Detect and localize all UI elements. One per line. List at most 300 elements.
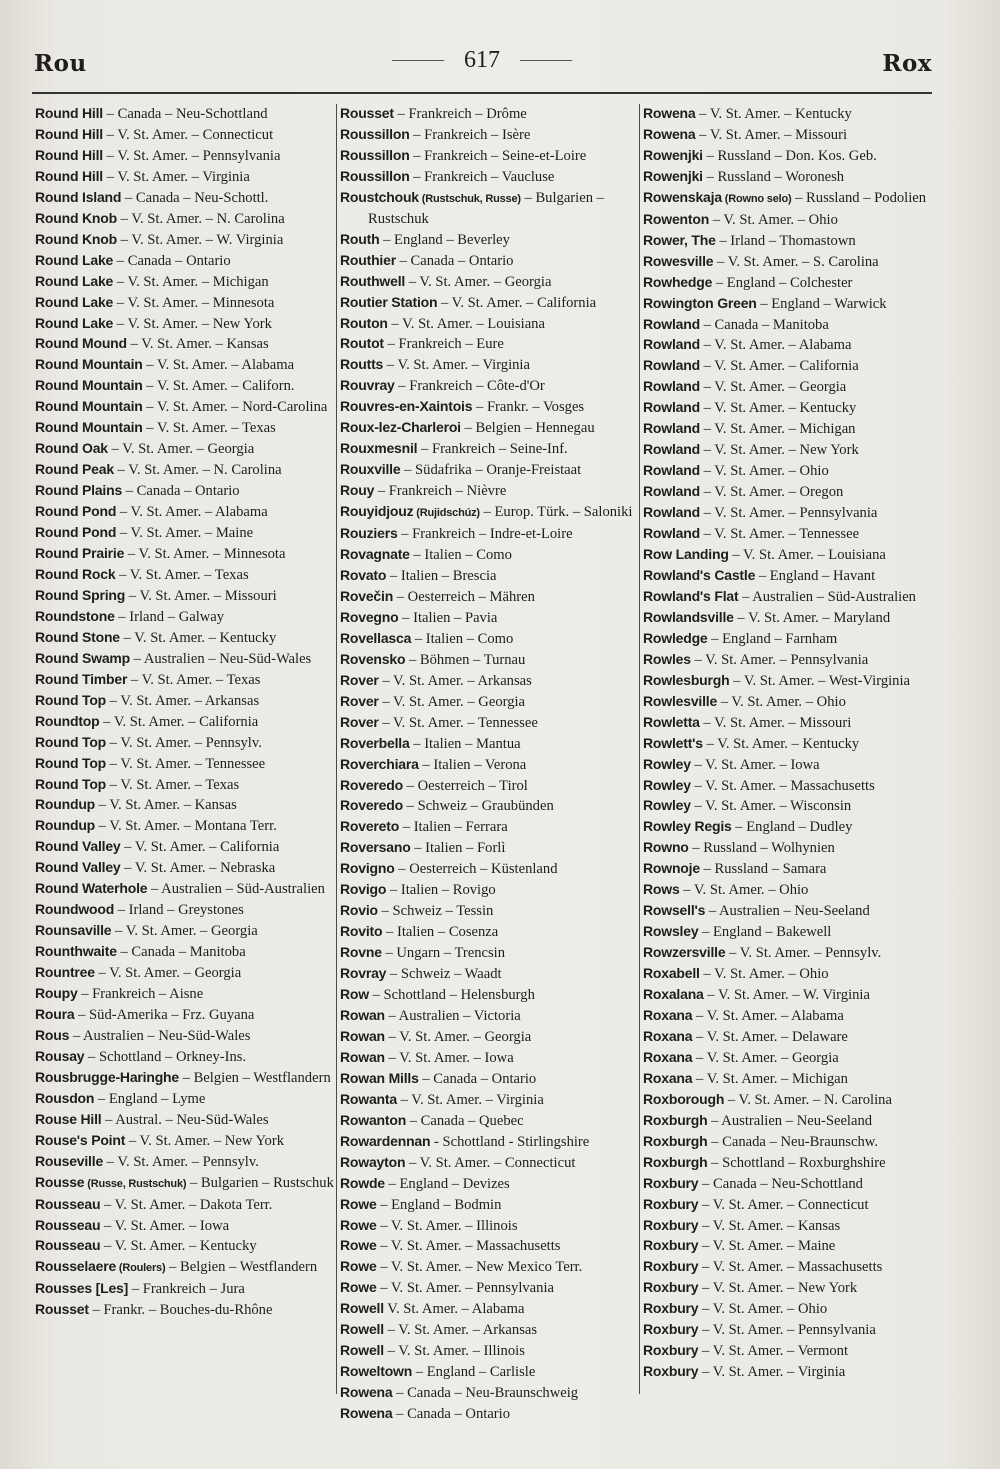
entry-location: – Frankreich – Aisne <box>77 986 204 1003</box>
entry-headword: Roxburgh <box>643 1132 708 1149</box>
entry-location: – Australien – Neu-Seeland <box>707 1112 873 1129</box>
gazetteer-entry <box>340 293 640 314</box>
entry-headword: Rowenjki <box>643 146 703 163</box>
entry-alt-name: (Rujidschúz) <box>413 507 480 520</box>
entry-headword: Rowland <box>643 357 700 374</box>
gazetteer-entry <box>643 1153 943 1174</box>
entry-headword: Round Rock <box>35 565 116 582</box>
entry-location: – England – Bakewell <box>698 924 832 941</box>
entry-headword: Round Plains <box>35 482 123 499</box>
entry-headword: Rountree <box>35 964 95 981</box>
gazetteer-entry <box>340 272 640 293</box>
entry-headword: Routts <box>340 356 384 373</box>
gazetteer-entry <box>340 587 640 608</box>
gazetteer-entry <box>643 629 943 650</box>
gazetteer-entry <box>643 398 943 419</box>
gazetteer-entry <box>35 565 335 586</box>
gazetteer-entry <box>643 440 943 461</box>
entry-headword: Rower, The <box>643 231 716 248</box>
gazetteer-entry <box>340 671 640 692</box>
entry-location: – V. St. Amer. – Iowa <box>100 1217 230 1234</box>
entry-headword: Rounthwaite <box>35 943 117 960</box>
entry-headword: Rowledge <box>643 629 708 646</box>
entry-headword: Round Hill <box>35 105 103 121</box>
gazetteer-entry <box>643 315 943 336</box>
entry-headword: Rowe <box>340 1237 377 1254</box>
entry-headword: Rowley <box>643 797 691 814</box>
entry-headword: Rovegno <box>340 608 399 625</box>
entry-location: – V. St. Amer. – Arkansas <box>106 692 260 709</box>
gazetteer-entry <box>643 859 943 880</box>
entry-headword: Rovio <box>340 902 378 919</box>
entry-headword: Roxbury <box>643 1174 699 1191</box>
entry-location: – V. St. Amer. – Virginia <box>698 1364 846 1381</box>
entry-headword: Rowley <box>643 755 691 772</box>
entry-headword: Rowesville <box>643 252 714 269</box>
gazetteer-entry <box>35 754 335 775</box>
entry-location: – Canada – Manitoba <box>699 316 829 333</box>
gazetteer-entry <box>35 230 335 251</box>
gazetteer-entry <box>35 397 335 418</box>
entry-headword: Round Spring <box>35 586 126 603</box>
entry-headword: Round Lake <box>35 272 114 289</box>
gazetteer-entry <box>35 1047 335 1068</box>
entry-headword: Round Swamp <box>35 649 131 666</box>
entry-location: – Russland – Woronesh <box>702 168 845 185</box>
entry-headword: Round Oak <box>35 440 108 457</box>
entry-location: – V. St. Amer. – Ohio <box>699 463 829 480</box>
gazetteer-entry <box>643 335 943 356</box>
entry-headword: Routhier <box>340 251 396 268</box>
entry-location: – Canada – Neu-Schottland <box>698 1175 863 1192</box>
entry-location: – Schweiz – Graubünden <box>402 798 554 815</box>
entry-headword: Round Island <box>35 188 122 205</box>
gazetteer-entry <box>643 1111 943 1132</box>
entry-location: – V. St. Amer. – Kansas <box>95 797 237 814</box>
gazetteer-entry <box>340 1069 640 1090</box>
gazetteer-entry <box>643 608 943 629</box>
entry-headword: Routh <box>340 230 380 247</box>
gazetteer-entry <box>643 273 943 294</box>
gazetteer-entry <box>643 650 943 671</box>
running-head-left: Rou <box>34 50 87 77</box>
gazetteer-entry <box>340 460 640 481</box>
gazetteer-entry <box>35 942 335 963</box>
gazetteer-entry <box>340 1404 640 1425</box>
entry-location: – V. St. Amer. – Massachusetts <box>698 1259 883 1276</box>
entry-location: – V. St. Amer. – Alabama <box>116 504 268 521</box>
gazetteer-entry <box>340 880 640 901</box>
gazetteer-entry <box>643 734 943 755</box>
entry-headword: Rousseau <box>35 1237 101 1254</box>
entry-headword: Rousbrugge-Haringhe <box>35 1068 179 1085</box>
entry-location: – V. St. Amer. – Maine <box>698 1238 836 1255</box>
gazetteer-entry <box>643 210 943 231</box>
gazetteer-entry <box>35 921 335 942</box>
page-number-group <box>32 46 932 74</box>
entry-headword: Rousse <box>35 1173 85 1190</box>
entry-location: – V. St. Amer. – Texas <box>127 671 261 688</box>
entry-location: – V. St. Amer. – Iowa <box>384 1049 514 1066</box>
entry-location: – Canada – Ontario <box>418 1070 537 1087</box>
gazetteer-entry <box>35 963 335 984</box>
entry-location: – Frankreich – Drôme <box>393 106 527 122</box>
entry-location: – V. St. Amer. – New Mexico Terr. <box>376 1259 583 1276</box>
entry-location: – V. St. Amer. – Illinois <box>376 1217 518 1234</box>
gazetteer-entry <box>35 816 335 837</box>
gazetteer-entry <box>35 251 335 272</box>
entry-location: – V. St. Amer. – Missouri <box>695 126 847 143</box>
gazetteer-entry <box>643 943 943 964</box>
entry-location: – V. St. Amer. – Missouri <box>125 587 277 604</box>
entry-headword: Rowe <box>340 1216 377 1233</box>
gazetteer-entry <box>35 481 335 502</box>
entry-location: – V. St. Amer. – Kentucky <box>100 1238 257 1255</box>
entry-location: – Belgien – Westflandern <box>178 1069 331 1086</box>
entry-headword: Round Mountain <box>35 377 143 394</box>
gazetteer-entry <box>643 671 943 692</box>
entry-headword: Row <box>340 986 369 1003</box>
entry-headword: Roxbury <box>643 1279 699 1296</box>
gazetteer-entry <box>35 439 335 460</box>
entry-location: – V. St. Amer. – Kentucky <box>119 629 277 646</box>
entry-location: V. St. Amer. – Alabama <box>383 1301 525 1318</box>
gazetteer-entry <box>35 670 335 691</box>
entry-headword: Roundup <box>35 796 96 813</box>
entry-location: – Italien – Verona <box>418 756 527 773</box>
entry-headword: Rousay <box>35 1047 85 1064</box>
gazetteer-entry <box>643 1362 943 1383</box>
entry-location: – Bulgarien – Rustschuk <box>186 1174 334 1191</box>
entry-location: – Australien – Victoria <box>384 1007 521 1024</box>
entry-location: – V. St. Amer. – California <box>99 713 259 730</box>
entry-headword: Roxana <box>643 1048 693 1065</box>
entry-location: – V. St. Amer. – Georgia <box>699 379 847 396</box>
entry-headword: Roxalana <box>643 986 704 1003</box>
gazetteer-entry <box>340 125 640 146</box>
entry-location: – V. St. Amer. – Michigan <box>699 421 856 438</box>
entry-headword: Rousselaere <box>35 1258 117 1275</box>
entry-alt-name: (Roulers) <box>116 1262 166 1275</box>
gazetteer-entry <box>340 230 640 251</box>
entry-location: – V. St. Amer. – Nebraska <box>120 860 276 877</box>
entry-headword: Round Pond <box>35 503 117 520</box>
entry-location: – Frankreich – Jura <box>128 1281 245 1298</box>
gazetteer-entry <box>35 1216 335 1237</box>
entry-location: – Frankreich – Isère <box>409 126 531 143</box>
gazetteer-entry <box>35 544 335 565</box>
gazetteer-entry <box>340 334 640 355</box>
entry-location: – V. St. Amer. – Virginia <box>103 168 250 185</box>
entry-location: – Canada – Neu-Braunschweig <box>392 1385 579 1402</box>
entry-headword: Round Pond <box>35 524 117 541</box>
gazetteer-entry <box>643 713 943 734</box>
entry-location: – Australien – Neu-Süd-Wales <box>130 650 312 667</box>
entry-headword: Rowland <box>643 525 700 542</box>
entry-location: – Australien – Süd-Australien <box>738 588 916 605</box>
gazetteer-entry <box>340 314 640 335</box>
entry-location: – V. St. Amer. – Kansas <box>698 1217 841 1234</box>
gazetteer-entry <box>35 167 335 188</box>
gazetteer-entry <box>340 692 640 713</box>
entry-location: – V. St. Amer. – Montana Terr. <box>95 818 277 835</box>
entry-headword: Rovne <box>340 944 382 961</box>
entry-headword: Round Hill <box>35 146 103 163</box>
entry-location: – V. St. Amer. – Arkansas <box>383 1322 538 1339</box>
entry-headword: Routot <box>340 335 384 352</box>
entry-location: – Belgien – Westflandern <box>165 1259 318 1276</box>
entry-location: – V. St. Amer. – Nord-Carolina <box>142 399 328 416</box>
entry-headword: Round Knob <box>35 230 117 247</box>
entry-location: – V. St. Amer. – Pennsylvania <box>376 1280 554 1297</box>
gazetteer-entry <box>340 1320 640 1341</box>
entry-location: – Canada – Ontario <box>395 252 514 269</box>
entry-location: – Canada – Neu-Schottl. <box>121 189 269 206</box>
entry-location: – V. St. Amer. – Ohio <box>698 1301 828 1318</box>
entry-headword: Rowenjki <box>643 167 703 184</box>
entry-location: – V. St. Amer. – Vermont <box>698 1343 848 1360</box>
entry-headword: Rovereto <box>340 818 400 835</box>
entry-headword: Rousdon <box>35 1089 95 1106</box>
gazetteer-entry <box>643 461 943 482</box>
entry-headword: Routon <box>340 314 388 331</box>
entry-headword: Roveredo <box>340 776 403 793</box>
gazetteer-entry <box>340 1111 640 1132</box>
entry-location: – Italien – Ferrara <box>399 819 508 836</box>
gazetteer-entry <box>340 796 640 817</box>
gazetteer-entry <box>35 1279 335 1300</box>
entry-location: – Russland – Don. Kos. Geb. <box>702 147 877 164</box>
entry-location: – V. St. Amer. – N. Carolina <box>724 1091 892 1108</box>
entry-headword: Roxana <box>643 1027 693 1044</box>
gazetteer-entry <box>35 502 335 523</box>
entry-location: – V. St. Amer. – Louisiana <box>728 547 886 564</box>
page-header <box>32 46 932 86</box>
entry-location: – Belgien – Hennegau <box>460 420 595 437</box>
entry-location: – V. St. Amer. – Tennessee <box>699 526 860 543</box>
gazetteer-entry <box>35 1257 335 1279</box>
entry-location: – Oesterreich – Küstenland <box>394 861 558 878</box>
gazetteer-entry <box>643 838 943 859</box>
gazetteer-entry <box>643 503 943 524</box>
entry-headword: Roverchiara <box>340 755 419 772</box>
gazetteer-entry <box>643 817 943 838</box>
entry-headword: Rouse Hill <box>35 1110 102 1127</box>
entry-location: – V. St. Amer. – Virginia <box>396 1091 544 1108</box>
entry-headword: Rovigno <box>340 860 395 877</box>
gazetteer-entry <box>340 734 640 755</box>
gazetteer-entry <box>340 713 640 734</box>
entry-headword: Rowley Regis <box>643 818 732 835</box>
entry-headword: Rowington Green <box>643 294 757 311</box>
gazetteer-entry <box>35 649 335 670</box>
entry-headword: Round Stone <box>35 628 120 645</box>
entry-location: – Irland – Galway <box>114 608 225 625</box>
gazetteer-entry <box>340 629 640 650</box>
entry-location: – V. St. Amer. – S. Carolina <box>713 253 879 270</box>
gazetteer-entry <box>643 231 943 252</box>
gazetteer-entry <box>340 1299 640 1320</box>
entry-headword: Rouvres-en-Xaintois <box>340 398 473 415</box>
entry-location: – Italien – Pavia <box>398 609 498 626</box>
entry-location: – V. St. Amer. – Tennessee <box>106 755 266 772</box>
gazetteer-entry <box>35 858 335 879</box>
entry-location: – Frankreich – Eure <box>383 336 504 353</box>
entry-headword: Rowanton <box>340 1111 407 1128</box>
entry-location: – V. St. Amer. – Texas <box>106 776 240 793</box>
gazetteer-entry <box>340 1027 640 1048</box>
entry-location: – Oesterreich – Tirol <box>402 777 528 794</box>
gazetteer-entry <box>35 314 335 335</box>
gazetteer-entry <box>340 545 640 566</box>
entry-location: – Frankreich – Seine-Inf. <box>417 441 568 458</box>
entry-location: – V. St. Amer. – Pennsylvania <box>699 505 878 522</box>
entry-headword: Rows <box>643 881 680 898</box>
entry-headword: Round Lake <box>35 251 114 268</box>
gazetteer-entry <box>643 1090 943 1111</box>
entry-location: – V. St. Amer. – Wisconsin <box>690 798 852 815</box>
gazetteer-entry <box>35 733 335 754</box>
gazetteer-entry <box>340 1236 640 1257</box>
entry-location: – V. St. Amer. – Michigan <box>692 1070 848 1087</box>
entry-location: – Canada – Manitoba <box>116 944 246 961</box>
entry-headword: Rowland's Castle <box>643 566 756 583</box>
entry-headword: Rover <box>340 713 379 730</box>
entry-location: – V. St. Amer. – Georgia <box>94 965 242 982</box>
gazetteer-entry <box>340 104 640 125</box>
gazetteer-entry <box>643 901 943 922</box>
entry-headword: Roxbury <box>643 1342 699 1359</box>
entry-location: – V. St. Amer. – Maryland <box>733 609 891 626</box>
gazetteer-entry <box>643 482 943 503</box>
gazetteer-entry <box>35 1195 335 1216</box>
entry-headword: Rovigo <box>340 881 387 898</box>
entry-location: – England – Carlisle <box>412 1364 536 1381</box>
entry-location: – Russland – Samara <box>699 861 827 878</box>
entry-headword: Rowland <box>643 399 700 416</box>
entry-headword: Rowlandsville <box>643 608 734 625</box>
gazetteer-entry <box>340 943 640 964</box>
gazetteer-entry <box>643 776 943 797</box>
entry-headword: Rowan <box>340 1048 385 1065</box>
entry-location: – V. St. Amer. – California <box>437 294 597 311</box>
gazetteer-entry <box>35 1300 335 1321</box>
entry-headword: Roxbury <box>643 1321 699 1338</box>
gazetteer-entry <box>340 376 640 397</box>
entry-location: – Canada – Ontario <box>122 483 240 500</box>
gazetteer-entry <box>35 1236 335 1257</box>
entry-location: – Italien – Mantua <box>409 735 521 752</box>
entry-headword: Routhwell <box>340 272 406 289</box>
gazetteer-entry <box>340 188 640 230</box>
entry-location: – V. St. Amer. – New York <box>699 442 859 459</box>
entry-headword: Round Hill <box>35 167 103 184</box>
gazetteer-entry <box>340 985 640 1006</box>
entry-headword: Rowell <box>340 1342 384 1359</box>
entry-headword: Rowland <box>643 315 700 332</box>
entry-location: – V. St. Amer. – Ohio <box>699 966 829 983</box>
gazetteer-entry <box>643 587 943 608</box>
entry-location: – Canada – Quebec <box>406 1112 524 1129</box>
entry-headword: Rouse's Point <box>35 1131 126 1148</box>
entry-location: – Ungarn – Trencsin <box>381 945 506 962</box>
gazetteer-entry <box>340 776 640 797</box>
entry-location: – V. St. Amer. – Illinois <box>383 1343 525 1360</box>
gazetteer-entry <box>35 188 335 209</box>
entry-headword: Rovečin <box>340 587 394 604</box>
entry-location: – Irland – Greystones <box>114 902 244 919</box>
gazetteer-entry <box>340 355 640 376</box>
gazetteer-entry <box>643 1069 943 1090</box>
entry-location: – Canada – Neu-Braunschw. <box>707 1133 878 1150</box>
entry-headword: Round Hill <box>35 125 103 142</box>
gazetteer-entry <box>340 964 640 985</box>
entry-location: – V. St. Amer. – Texas <box>115 566 249 583</box>
entry-headword: Roustchouk <box>340 188 419 205</box>
entry-location: – V. St. Amer. – New York <box>698 1280 858 1297</box>
entry-headword: Rowenskaja <box>643 188 722 205</box>
entry-headword: Roxana <box>643 1069 693 1086</box>
entry-headword: Rowena <box>643 105 696 121</box>
gazetteer-entry <box>340 901 640 922</box>
gazetteer-entry <box>35 712 335 733</box>
gazetteer-entry <box>35 418 335 439</box>
entry-location: – Europ. Türk. – Saloniki <box>479 504 633 521</box>
entry-headword: Round Knob <box>35 209 117 226</box>
entry-headword: Round Timber <box>35 670 128 687</box>
entry-headword: Roundup <box>35 817 96 834</box>
gazetteer-entry <box>35 355 335 376</box>
gazetteer-entry <box>643 167 943 188</box>
entry-location: - Schottland - Stirlingshire <box>430 1133 590 1150</box>
gazetteer-entry <box>340 1090 640 1111</box>
gazetteer-entry <box>643 755 943 776</box>
entry-location: – Schottland – Roxburghshire <box>707 1154 886 1171</box>
gazetteer-entry <box>35 900 335 921</box>
entry-location: – V. St. Amer. – Pennsylvania <box>103 147 281 164</box>
entry-location: – England – Bodmin <box>376 1196 502 1213</box>
gazetteer-entry <box>340 1006 640 1027</box>
entry-location: – V. St. Amer. – Georgia <box>692 1049 839 1066</box>
entry-location: – Italien – Rovigo <box>386 882 496 899</box>
entry-headword: Rowland <box>643 336 700 353</box>
gazetteer-entry <box>35 795 335 816</box>
entry-alt-name: (Rustschuk, Russe) <box>418 192 521 205</box>
entry-headword: Rowde <box>340 1174 385 1191</box>
gazetteer-entry <box>340 481 640 502</box>
entry-location: – England – Dudley <box>731 819 853 836</box>
entry-column-1 <box>35 104 335 1321</box>
entry-headword: Rowan <box>340 1027 385 1044</box>
entry-location: – England – Farnham <box>707 630 838 647</box>
gazetteer-entry <box>340 397 640 418</box>
entry-headword: Rowe <box>340 1258 377 1275</box>
entry-headword: Rowell <box>340 1300 384 1317</box>
entry-headword: Rouyidjouz <box>340 503 414 520</box>
entry-headword: Round Mountain <box>35 419 143 436</box>
entry-location: – V. St. Amer. – West-Virginia <box>729 672 911 689</box>
gazetteer-entry <box>643 1320 943 1341</box>
gazetteer-entry <box>340 1048 640 1069</box>
gazetteer-entry <box>643 1216 943 1237</box>
entry-location: – Oesterreich – Mähren <box>393 588 535 605</box>
entry-location: – Russland – Podolien <box>791 189 927 206</box>
gazetteer-entry <box>643 524 943 545</box>
gazetteer-entry <box>35 1173 335 1195</box>
entry-location: – Italien – Como <box>411 630 514 647</box>
gazetteer-entry <box>35 691 335 712</box>
entry-location: – V. St. Amer. – Pennsylvania <box>690 651 869 668</box>
